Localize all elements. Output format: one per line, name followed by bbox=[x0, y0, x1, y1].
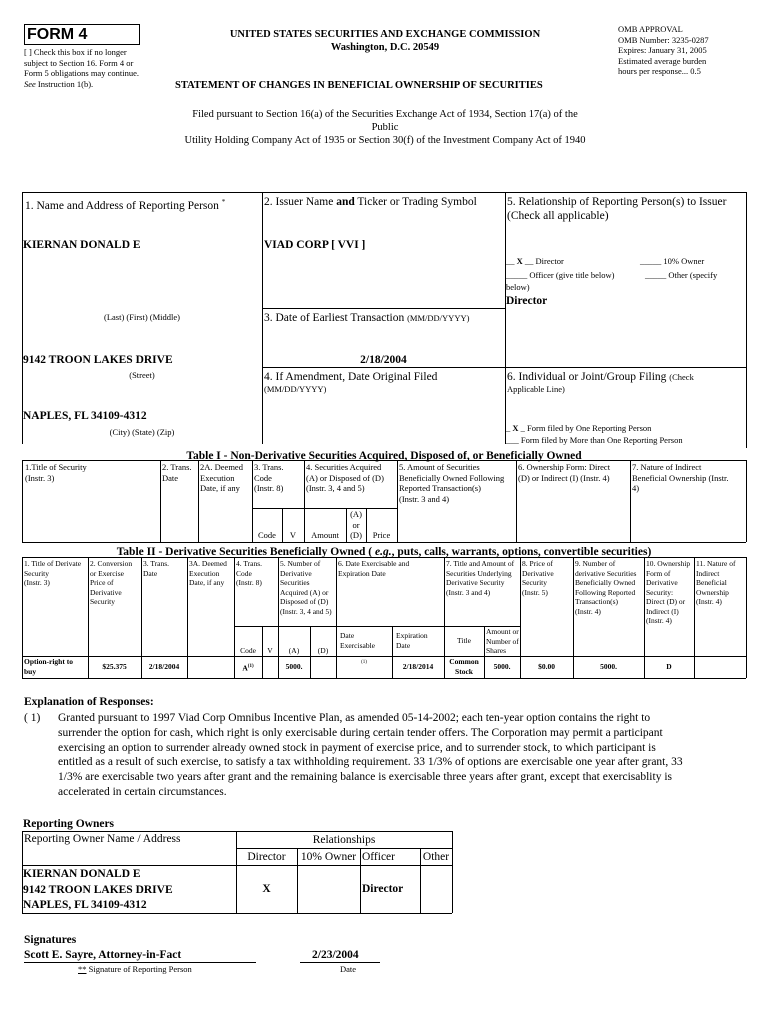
t2-sub-code: Code bbox=[240, 646, 256, 655]
agency-location: Washington, D.C. 20549 bbox=[330, 42, 440, 53]
omb-approval bbox=[618, 24, 758, 77]
owner-line: NAPLES, FL 34109-4312 bbox=[23, 899, 147, 911]
t2-col-deemed: 3A. Deemed Execution Date, if any bbox=[189, 559, 227, 587]
footnote-number: ( 1) bbox=[24, 712, 41, 724]
t1-sub-code: Code bbox=[258, 530, 276, 540]
statement-title: STATEMENT OF CHANGES IN BENEFICIAL OWNERSHIP OF SECURITIES bbox=[175, 80, 543, 91]
footnote-line: exercising an option to surrender already owned stock in payment of exercise price, and to surrender stock, to which participant is bbox=[58, 741, 656, 754]
t2-row-expiration: 2/18/2014 bbox=[402, 662, 434, 671]
t2-sub-d: (D) bbox=[317, 646, 329, 655]
table2-border bbox=[22, 656, 746, 657]
t2-row-exercisable: (1) bbox=[361, 660, 367, 665]
earliest-transaction-date: 2/18/2004 bbox=[360, 354, 407, 366]
footnote-line: Granted pursuant to 1997 Viad Corp Omnibus Incentive Plan, as amended 05-14-2002; each ten-year option contains the right to bbox=[58, 712, 651, 724]
table2-border bbox=[520, 557, 521, 678]
table2-border bbox=[336, 626, 444, 627]
t1-sub-a-or-d: (A) or (D) bbox=[350, 509, 362, 540]
box1-label: 1. Name and Address of Reporting Person * bbox=[25, 198, 226, 212]
top-box-border bbox=[22, 192, 746, 193]
box5-label-line: 5. Relationship of Reporting Person(s) to Issuer bbox=[507, 196, 727, 208]
director-checkbox[interactable]: __ X __ Director bbox=[506, 256, 564, 266]
t1-sub-price: Price bbox=[372, 530, 391, 540]
date-legend: Date bbox=[340, 964, 357, 974]
table2-title: Table II - Derivative Securities Beneficially Owned ( e.g., puts, calls, warrants, options, convertible securities) bbox=[116, 546, 652, 558]
t2-row-amount: 5000. bbox=[285, 662, 303, 671]
t1-col-amount-owned: 5. Amount of Securities Beneficially Owned Following Reported Transaction(s) (Instr. 3 and 4) bbox=[399, 462, 505, 504]
owners-col-director: Director bbox=[247, 851, 286, 863]
table2-border bbox=[187, 557, 188, 678]
table1-title: Table I - Non-Derivative Securities Acquired, Disposed of, or Beneficially Owned bbox=[186, 450, 582, 462]
t1-col-code: 3. Trans. Code (Instr. 8) bbox=[254, 462, 284, 493]
table1-border bbox=[160, 460, 161, 542]
owners-col-other: Other bbox=[422, 851, 450, 863]
t1-col-deemed: 2A. Deemed Execution Date, if any bbox=[200, 462, 243, 493]
table2-border bbox=[573, 557, 574, 678]
box6-label-applicable: Applicable Line) bbox=[507, 384, 565, 394]
t2-col-date-exercisable: 6. Date Exercisable and Expiration Date bbox=[338, 559, 410, 578]
box-border bbox=[262, 308, 505, 309]
table2-border bbox=[141, 557, 142, 678]
footnote-line: surrender the option for cash, which right is only exercisable during certain tender offers. The Corporation may permit a participant bbox=[58, 726, 663, 739]
filed-pursuant bbox=[110, 108, 660, 147]
name-legend: (Last) (First) (Middle) bbox=[103, 312, 180, 322]
reporting-person-street: 9142 TROON LAKES DRIVE bbox=[23, 354, 173, 366]
owners-col-officer: Officer bbox=[362, 851, 395, 863]
t2-row-underlying-title: Common Stock bbox=[449, 657, 479, 676]
table2-border bbox=[234, 557, 235, 678]
box2-label: 2. Issuer Name and Ticker or Trading Symbol bbox=[264, 196, 477, 208]
t1-sub-amount: Amount bbox=[311, 530, 339, 540]
filed-line: Public bbox=[371, 122, 399, 133]
t2-sub-v: V bbox=[267, 646, 273, 655]
agency-name: UNITED STATES SECURITIES AND EXCHANGE COMMISSION bbox=[229, 29, 541, 40]
ten-percent-owner-checkbox[interactable]: _____ 10% Owner bbox=[640, 256, 705, 266]
box5-label-line: (Check all applicable) bbox=[507, 210, 609, 222]
t2-col-underlying: 7. Title and Amount of Securities Underlying Derivative Security (Instr. 3 and 4) bbox=[446, 559, 515, 597]
footnote-text bbox=[58, 711, 758, 800]
t2-row-price: $25.375 bbox=[102, 662, 127, 671]
table2-border bbox=[22, 557, 23, 678]
omb-line: OMB Number: 3235-0287 bbox=[618, 34, 709, 45]
omb-line: OMB APPROVAL bbox=[618, 24, 683, 34]
reporting-owners-heading: Reporting Owners bbox=[23, 818, 115, 830]
relationship-title: Director bbox=[506, 295, 548, 307]
signatures-heading: Signatures bbox=[24, 934, 77, 946]
issuer-name: VIAD CORP [ VVI ] bbox=[264, 239, 366, 251]
box4-format: (MM/DD/YYYY) bbox=[264, 384, 327, 394]
owners-col-relationships: Relationships bbox=[312, 834, 376, 846]
box4-label: 4. If Amendment, Date Original Filed bbox=[264, 371, 438, 383]
t2-sub-title: Title bbox=[457, 636, 471, 645]
footnote-line: entitled as a result of such exercise, to satisfy a tax withholding requirement. 33 1/3% of options are exercisable one year after grant, 33 bbox=[58, 756, 683, 769]
footnote-line: 1/3% are exercisable two years after grant and the remaining balance is exercisable three years after grant, except that exercisablity is bbox=[58, 771, 672, 784]
box6-label: 6. Individual or Joint/Group Filing (Check bbox=[507, 371, 694, 383]
form-title: FORM 4 bbox=[24, 24, 140, 45]
signature-line bbox=[24, 962, 256, 963]
more-person-checkbox[interactable]: ___ Form filed by More than One Reporting Person bbox=[506, 435, 683, 445]
t1-col-title: 1.Title of Security (Instr. 3) bbox=[25, 462, 87, 483]
signature-date: 2/23/2004 bbox=[312, 949, 359, 961]
filed-line: Filed pursuant to Section 16(a) of the Securities Exchange Act of 1934, Section 17(a) of the bbox=[192, 109, 578, 120]
t1-col-nature: 7. Nature of Indirect Beneficial Ownership (Instr. 4) bbox=[632, 462, 729, 493]
table2-border bbox=[22, 678, 746, 679]
owner-line: 9142 TROON LAKES DRIVE bbox=[23, 883, 173, 896]
box3-label: 3. Date of Earliest Transaction (MM/DD/YYYY) bbox=[264, 312, 470, 324]
signer-name: Scott E. Sayre, Attorney-in-Fact bbox=[24, 949, 182, 961]
footnote-line: accelerated in certain circumstances. bbox=[58, 785, 227, 798]
owners-border bbox=[452, 831, 453, 913]
t2-col-conversion: 2. Conversion or Exercise Price of Derivative Security bbox=[90, 559, 133, 606]
box-border bbox=[262, 192, 263, 444]
owners-col-name: Reporting Owner Name / Address bbox=[24, 833, 181, 845]
owner-line: KIERNAN DONALD E bbox=[23, 868, 141, 880]
owner-officer-value: Director bbox=[362, 883, 404, 895]
t2-row-underlying-amount: 5000. bbox=[493, 662, 511, 671]
t2-row-owned: 5000. bbox=[600, 662, 617, 671]
omb-line: Estimated average burden bbox=[618, 55, 707, 66]
omb-line: Expires: January 31, 2005 bbox=[618, 45, 707, 55]
owners-border bbox=[22, 865, 452, 866]
t2-col-ownership-form: 10. Ownership Form of Derivative Security: Direct (D) or Indirect (I) (Instr. 4) bbox=[646, 559, 691, 625]
owner-name-address bbox=[23, 867, 173, 914]
t2-col-owned: 9. Number of derivative Securities Beneficially Owned Following Reported Transaction(s) (Instr. 4) bbox=[575, 559, 637, 616]
t2-col-price: 8. Price of Derivative Security (Instr. 5) bbox=[522, 559, 554, 597]
table1-border bbox=[22, 460, 746, 461]
t2-col-code: 4. Trans. Code (Instr. 8) bbox=[236, 559, 263, 587]
table2-border bbox=[746, 557, 747, 678]
t1-col-acquired: 4. Securities Acquired (A) or Disposed of (D) (Instr. 3, 4 and 5) bbox=[306, 462, 384, 493]
table2-border bbox=[278, 557, 279, 678]
table1-border bbox=[198, 460, 199, 542]
city-legend: (City) (State) (Zip) bbox=[109, 427, 175, 437]
table2-border bbox=[644, 557, 645, 678]
t1-col-ownership: 6. Ownership Form: Direct (D) or Indirect (I) (Instr. 4) bbox=[518, 462, 611, 483]
reporting-person-city: NAPLES, FL 34109-4312 bbox=[23, 410, 147, 422]
table1-border bbox=[252, 508, 397, 509]
omb-line: hours per response... 0.5 bbox=[618, 66, 701, 76]
owners-border bbox=[360, 848, 361, 913]
table2-border bbox=[694, 557, 695, 678]
t2-col-title: 1. Title of Derivate Security (Instr. 3) bbox=[24, 559, 82, 587]
t1-col-trans-date: 2. Trans. Date bbox=[162, 462, 192, 483]
filed-line: Utility Holding Company Act of 1935 or Section 30(f) of the Investment Company Act of 1940 bbox=[184, 135, 586, 146]
other-below: below) bbox=[506, 282, 530, 292]
t2-row-ownership: D bbox=[666, 662, 672, 671]
officer-checkbox[interactable]: _____ Officer (give title below) bbox=[506, 270, 615, 280]
t2-col-trans-date: 3. Trans. Date bbox=[143, 559, 170, 578]
table2-border bbox=[88, 557, 89, 678]
t2-row-date: 2/18/2004 bbox=[148, 662, 180, 671]
table1-border bbox=[22, 460, 23, 542]
box5-label bbox=[507, 195, 747, 223]
table1-border bbox=[630, 460, 631, 542]
t2-sub-date-exercisable: Date Exercisable bbox=[340, 631, 375, 650]
box-border bbox=[262, 367, 746, 368]
table2-border bbox=[234, 626, 340, 627]
t2-sub-amount: Amount or Number of Shares bbox=[486, 627, 519, 655]
box-border bbox=[746, 192, 747, 448]
signature-legend: ** Signature of Reporting Person bbox=[78, 964, 192, 974]
t2-row-deriv-price: $0.00 bbox=[538, 662, 555, 671]
one-person-checkbox[interactable]: _ X _ Form filed by One Reporting Person bbox=[506, 423, 652, 433]
box-border bbox=[505, 192, 506, 444]
table2-border bbox=[22, 557, 746, 558]
no-longer-subject-note: [ ] Check this box if no longer subject to Section 16. Form 4 or Form 5 obligations may continue. See Instruction 1(b). bbox=[24, 47, 139, 89]
table1-border bbox=[746, 460, 747, 542]
explanation-heading: Explanation of Responses: bbox=[24, 696, 154, 708]
table1-border bbox=[22, 542, 746, 543]
t2-sub-a: (A) bbox=[288, 646, 300, 655]
reporting-person-name: KIERNAN DONALD E bbox=[23, 239, 141, 251]
t2-row-code: $A^{(1)}$ bbox=[242, 663, 254, 673]
table1-border bbox=[397, 460, 398, 542]
t2-sub-expiration: Expiration Date bbox=[396, 631, 428, 650]
owners-col-ten-pct: 10% Owner bbox=[300, 851, 357, 863]
t2-row-title: Option-right to buy bbox=[24, 657, 73, 676]
t2-col-nature: 11. Nature of Indirect Beneficial Ownership (Instr. 4) bbox=[696, 559, 736, 606]
other-checkbox[interactable]: _____ Other (specify bbox=[645, 270, 718, 280]
t2-col-number: 5. Number of Derivative Securities Acquired (A) or Disposed of (D) (Instr. 3, 4 and 5) bbox=[280, 559, 332, 616]
t1-sub-v: V bbox=[289, 530, 297, 540]
table1-border bbox=[516, 460, 517, 542]
date-line bbox=[300, 962, 380, 963]
street-legend: (Street) bbox=[129, 370, 155, 380]
owner-director-mark: X bbox=[262, 883, 271, 895]
